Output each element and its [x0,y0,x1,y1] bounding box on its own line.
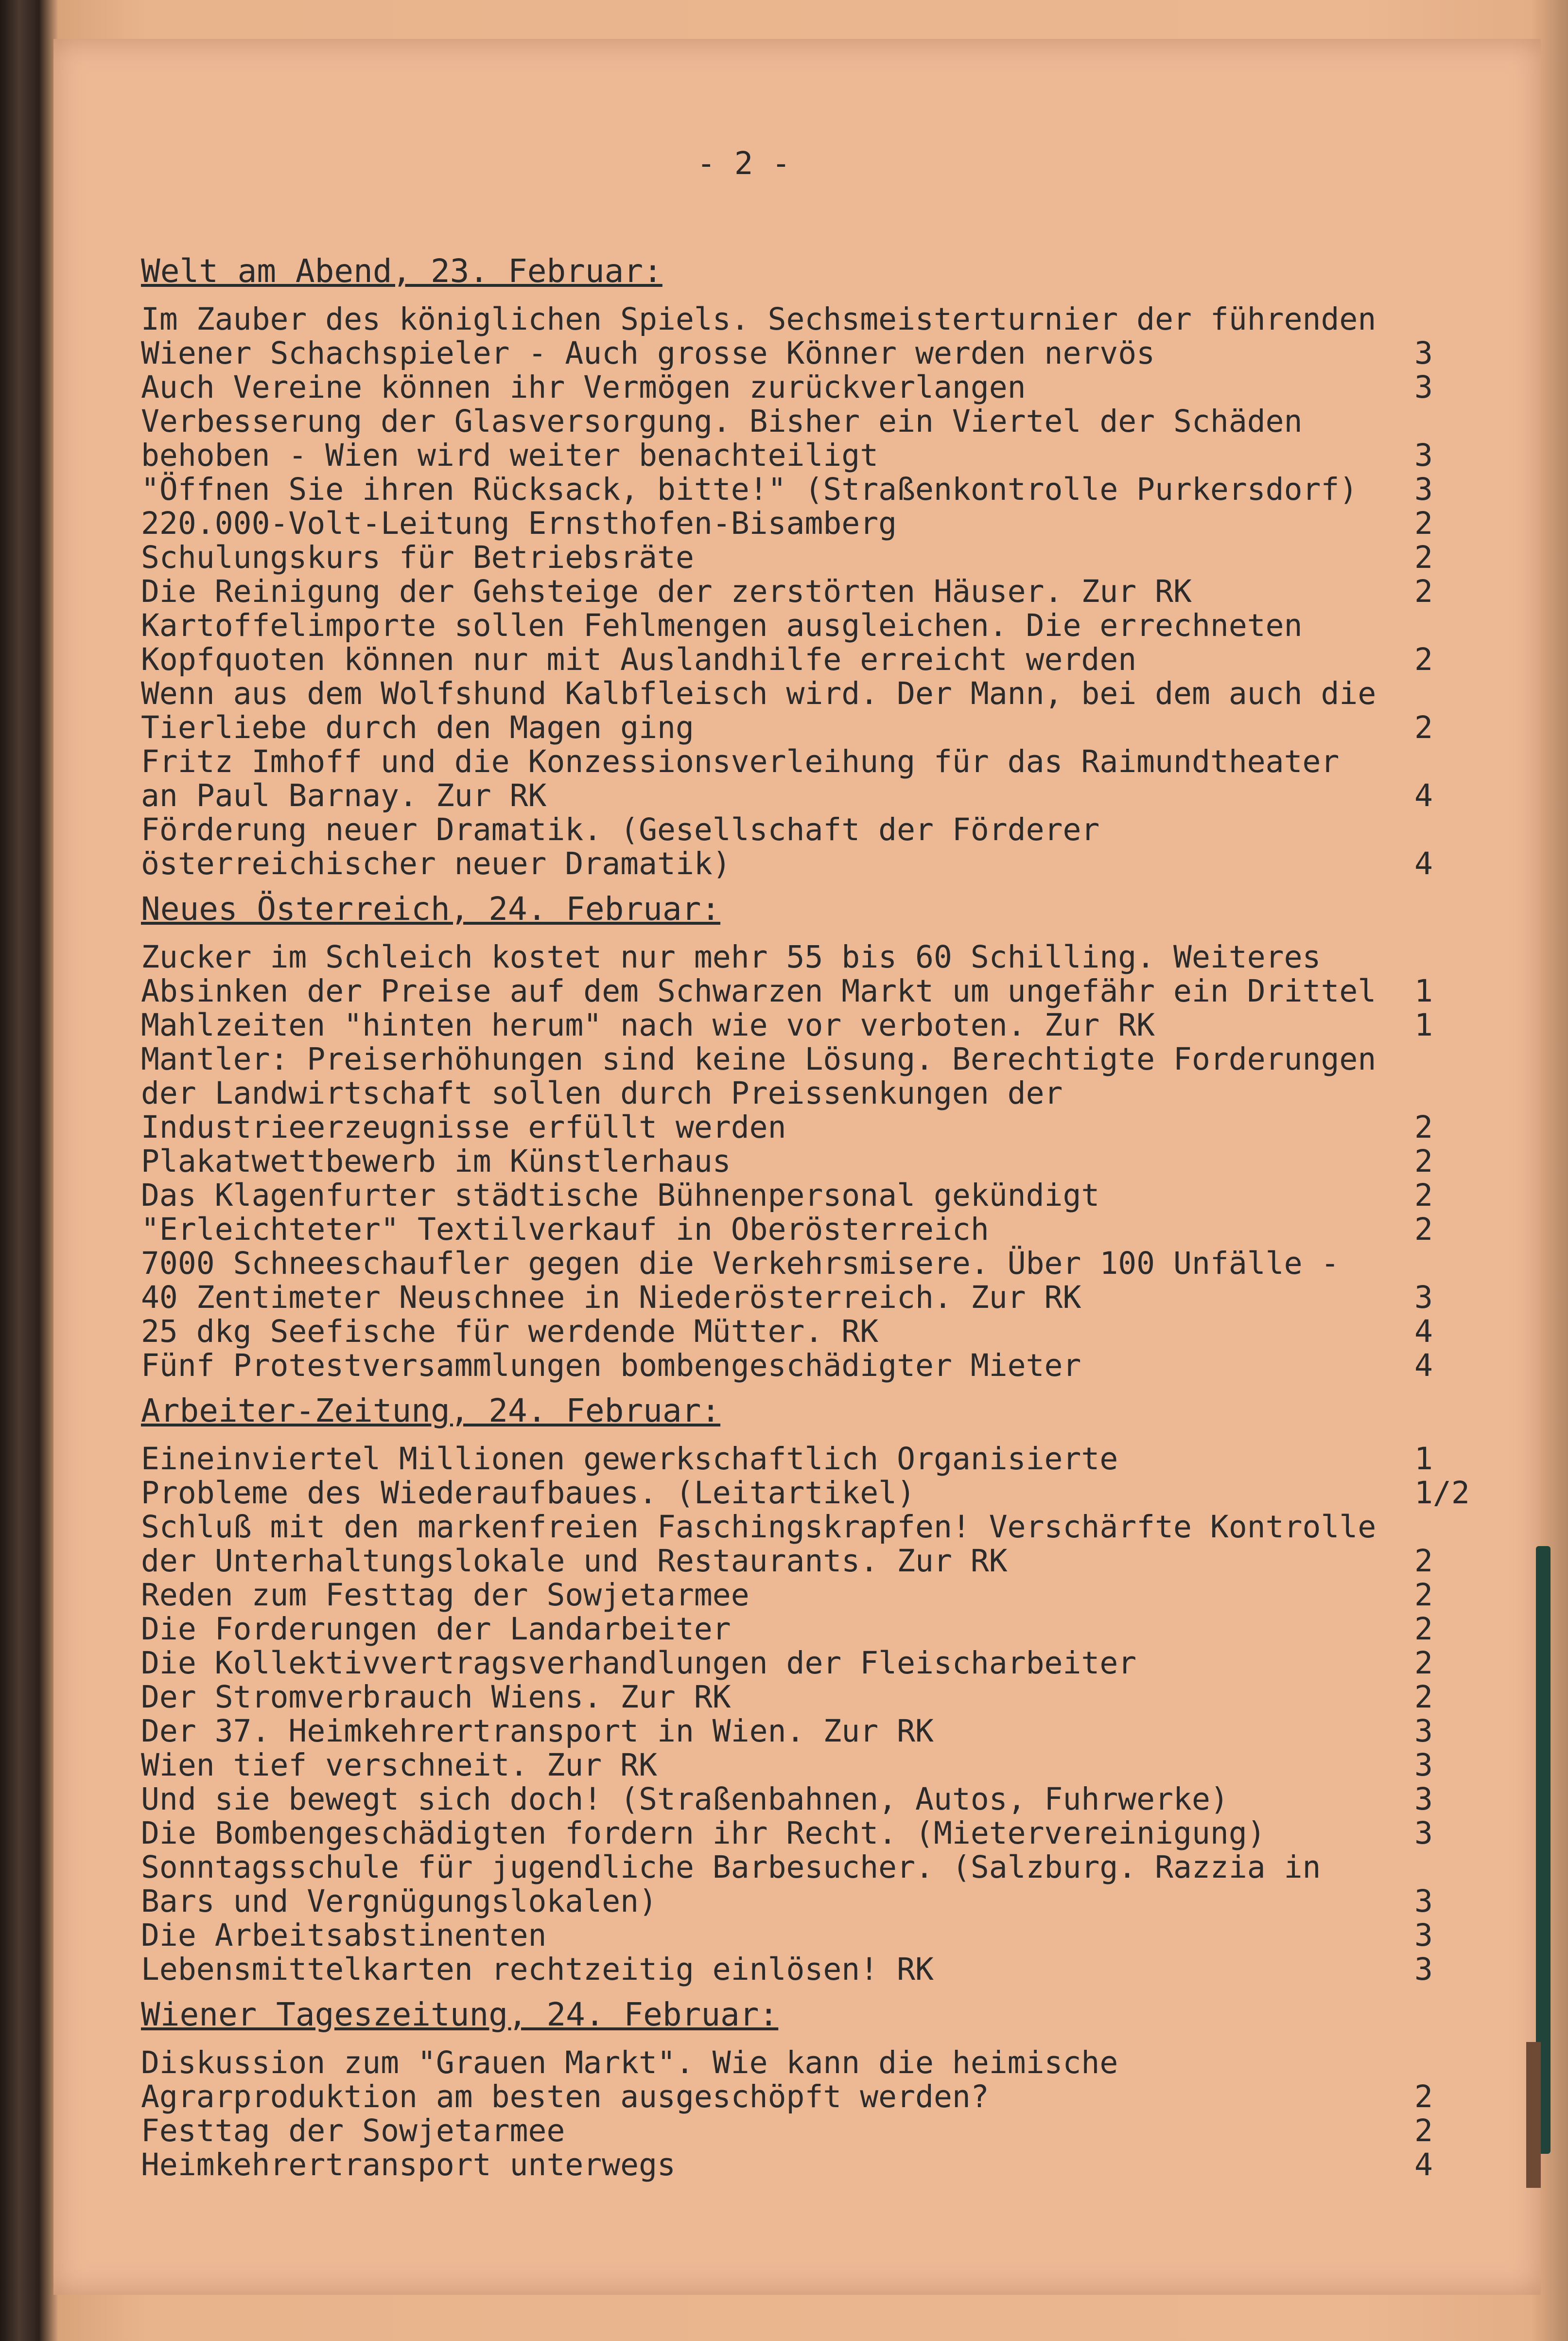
article-title: Probleme des Wiederaufbaues. (Leitartikel) [141,1475,916,1511]
rating-mark: 3 [1414,1952,1433,1987]
list-item [141,2046,1473,2114]
rating-mark: 3 [1414,1883,1433,1919]
rating-mark: 2 [1414,1577,1433,1613]
article-title: Die Forderungen der Landarbeiter [141,1611,731,1647]
rating-mark: 4 [1414,846,1433,881]
list-item [141,1612,1473,1646]
list-item [141,813,1473,881]
rating-mark: 2 [1414,1109,1433,1145]
list-item [141,1919,1473,1953]
article-title: Schulungskurs für Betriebsräte [141,540,694,575]
list-item [141,2114,1473,2148]
article-title: Plakatwettbewerb im Künstlerhaus [141,1144,731,1179]
article-title: Sonntagsschule für jugendliche Barbesucher. (Salzburg. Razzia in Bars und Vergnügungslokalen) [141,1849,1340,1919]
list-item [141,1578,1473,1612]
article-title: Wenn aus dem Wolfshund Kalbfleisch wird. Der Mann, bei dem auch die Tierliebe durch den Magen ging [141,676,1395,745]
rating-mark: 3 [1414,1781,1433,1817]
list-item [141,473,1473,507]
list-item [141,1748,1473,1782]
article-title: Verbesserung der Glasversorgung. Bisher ein Viertel der Schäden behoben - Wien wird weiter benachteiligt [141,404,1321,473]
document-page [53,39,1541,2295]
article-title: Lebensmittelkarten rechtzeitig einlösen! RK [141,1952,934,1987]
rating-mark: 3 [1414,438,1433,473]
list-item [141,1510,1473,1578]
section-heading: Neues Österreich, 24. Februar: [141,890,721,928]
article-title: Auch Vereine können ihr Vermögen zurückverlangen [141,370,1026,405]
article-title: 7000 Schneeschaufler gegen die Verkehrsmisere. Über 100 Unfälle - 40 Zentimeter Neuschnee in Niederösterreich. Zur RK [141,1246,1358,1315]
section-heading: Wiener Tageszeitung, 24. Februar: [141,1996,779,2033]
rating-mark: 3 [1414,1918,1433,1953]
rating-mark: 2 [1414,2113,1433,2148]
rating-mark: 4 [1414,778,1433,813]
list-item [141,302,1473,370]
article-title: Wien tief verschneit. Zur RK [141,1747,658,1783]
list-item [141,1646,1473,1680]
list-item [141,1213,1473,1247]
list-item [141,1442,1473,1476]
rating-mark: 2 [1414,1679,1433,1715]
article-title: Die Bombengeschädigten fordern ihr Recht. (Mietervereinigung) [141,1815,1266,1851]
list-item [141,940,1473,1008]
rating-mark: 3 [1414,1815,1433,1851]
list-item [141,1008,1473,1042]
list-item [141,1850,1473,1919]
rating-mark: 2 [1414,1178,1433,1213]
article-title: 220.000-Volt-Leitung Ernsthofen-Bisamberg [141,506,897,541]
rating-mark: 1 [1414,1441,1433,1477]
article-title: Festtag der Sowjetarmee [141,2113,565,2148]
page-number: - 2 - [697,146,791,182]
list-item [141,370,1473,405]
rating-mark: 2 [1414,710,1433,745]
section-heading: Welt am Abend, 23. Februar: [141,252,662,290]
section-heading: Arbeiter-Zeitung, 24. Februar: [141,1392,721,1429]
article-title: Schluß mit den markenfreien Faschingskrapfen! Verschärfte Kontrolle der Unterhaltungslokale und Restaurants. Zur RK [141,1509,1395,1579]
list-item [141,2148,1473,2182]
rating-mark: 2 [1414,574,1433,609]
rating-mark: 4 [1414,2147,1433,2183]
list-item [141,1315,1473,1349]
article-title: Die Arbeitsabstinenten [141,1918,547,1953]
article-title: Der 37. Heimkehrertransport in Wien. Zur RK [141,1713,934,1749]
rating-mark: 2 [1414,642,1433,677]
press-review-list [141,243,1470,2261]
rating-mark: 2 [1414,1645,1433,1681]
list-item [141,1714,1473,1748]
list-item [141,1476,1473,1510]
list-item [141,609,1473,677]
list-item [141,1179,1473,1213]
list-item [141,575,1473,609]
article-title: Im Zauber des königlichen Spiels. Sechsmeisterturnier der führenden Wiener Schachspieler - Auch grosse Könner werden nervös [141,301,1395,371]
rating-mark: 3 [1414,472,1433,507]
list-item [141,1782,1473,1816]
rating-mark: 1 [1414,1007,1433,1043]
rating-mark: 2 [1414,2079,1433,2114]
article-title: Die Kollektivvertragsverhandlungen der Fleischarbeiter [141,1645,1137,1681]
article-title: Diskussion zum "Grauen Markt". Wie kann die heimische Agrarproduktion am besten ausgeschöpft werden? [141,2045,1137,2114]
article-title: "Erleichteter" Textilverkauf in Oberösterreich [141,1212,989,1247]
article-title: Zucker im Schleich kostet nur mehr 55 bis 60 Schilling. Weiteres Absinken der Preise auf dem Schwarzen Markt um ungefähr ein Drittel [141,939,1376,1009]
article-title: Die Reinigung der Gehsteige der zerstörten Häuser. Zur RK [141,574,1192,609]
rating-mark: 2 [1414,1611,1433,1647]
article-title: 25 dkg Seefische für werdende Mütter. RK [141,1314,879,1349]
list-item [141,1042,1473,1144]
list-item [141,507,1473,541]
list-item [141,405,1473,473]
rating-mark: 2 [1414,1212,1433,1247]
article-title: Fritz Imhoff und die Konzessionsverleihung für das Raimundtheater an Paul Barnay. Zur RK [141,744,1358,813]
article-title: Mantler: Preiserhöhungen sind keine Lösung. Berechtigte Forderungen der Landwirtschaft sollen durch Preissenkungen der Industrieerzeugnisse erfüllt werden [141,1041,1395,1145]
article-title: Fünf Protestversammlungen bombengeschädigter Mieter [141,1348,1081,1383]
list-item [141,1680,1473,1714]
article-title: Eineinviertel Millionen gewerkschaftlich Organisierte [141,1441,1118,1477]
rating-mark: 3 [1414,1747,1433,1783]
article-title: Und sie bewegt sich doch! (Straßenbahnen, Autos, Fuhrwerke) [141,1781,1229,1817]
rating-mark: 4 [1414,1314,1433,1349]
list-item [141,677,1473,745]
list-item [141,1953,1473,1987]
rating-mark: 2 [1414,1144,1433,1179]
rating-mark: 3 [1414,1713,1433,1749]
list-item [141,745,1473,813]
article-title: Kartoffelimporte sollen Fehlmengen ausgleichen. Die errechneten Kopfquoten können nur mit Auslandhilfe erreicht werden [141,608,1321,677]
rating-mark: 3 [1414,370,1433,405]
rating-mark: 2 [1414,540,1433,575]
list-item [141,1247,1473,1315]
article-title: Das Klagenfurter städtische Bühnenpersonal gekündigt [141,1178,1100,1213]
rating-mark: 1 [1414,973,1433,1009]
article-title: Reden zum Festtag der Sowjetarmee [141,1577,749,1613]
article-title: Heimkehrertransport unterwegs [141,2147,676,2183]
article-title: Förderung neuer Dramatik. (Gesellschaft der Förderer österreichischer neuer Dramatik) [141,812,1118,881]
list-item [141,1816,1473,1850]
rating-mark: 3 [1414,335,1433,371]
list-item [141,541,1473,575]
page-clip [1526,2042,1541,2188]
list-item [141,1144,1473,1179]
rating-mark: 3 [1414,1280,1433,1315]
rating-mark: 2 [1414,1543,1433,1579]
rating-mark: 4 [1414,1348,1433,1383]
article-title: Mahlzeiten "hinten herum" nach wie vor verboten. Zur RK [141,1007,1155,1043]
article-title: Der Stromverbrauch Wiens. Zur RK [141,1679,731,1715]
rating-mark: 2 [1414,506,1433,541]
rating-mark: 1/2 [1414,1475,1470,1511]
article-title: "Öffnen Sie ihren Rücksack, bitte!" (Straßenkontrolle Purkersdorf) [141,472,1358,507]
list-item [141,1349,1473,1383]
